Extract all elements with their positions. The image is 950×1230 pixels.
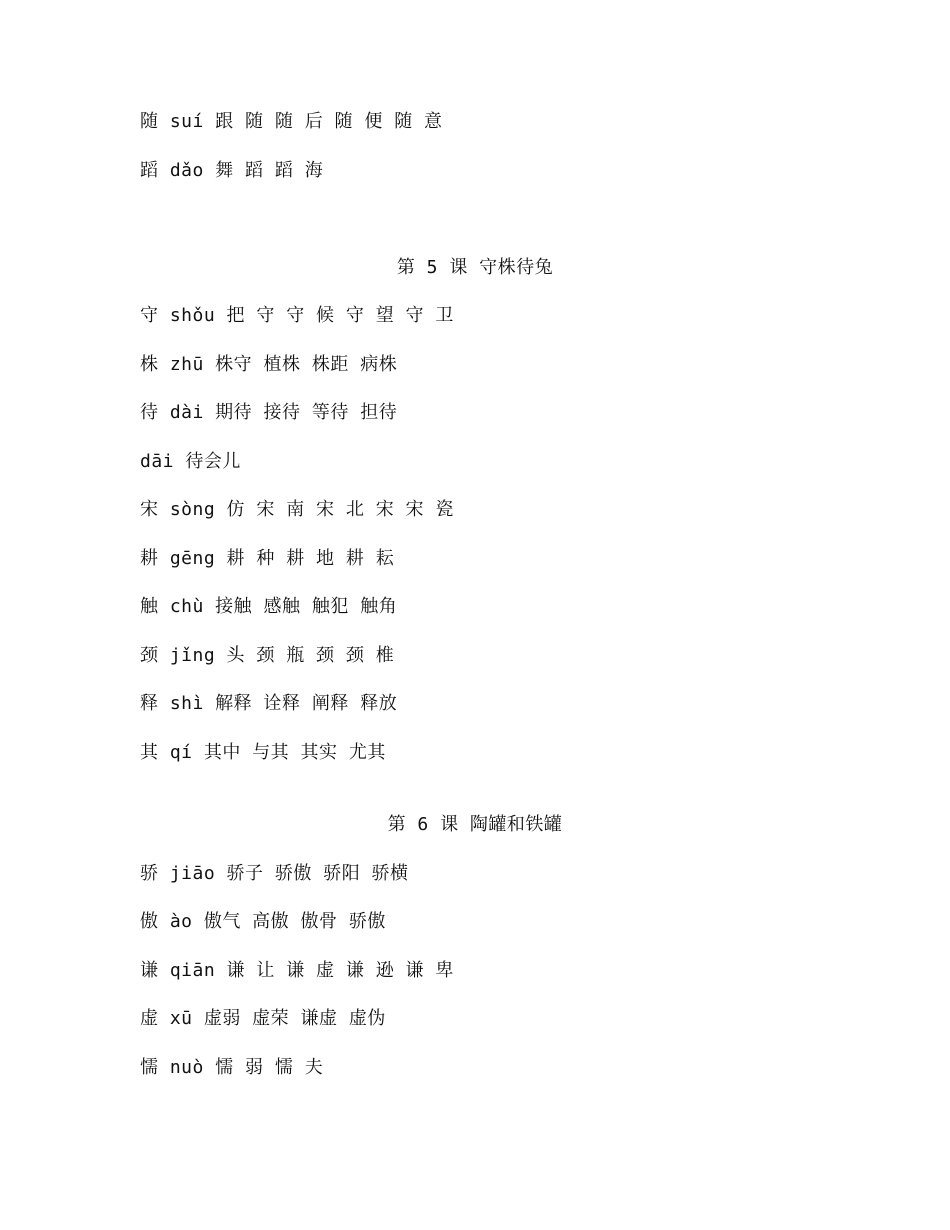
vocab-line: 虚 xū 虚弱 虚荣 谦虚 虚伪 (140, 1008, 386, 1029)
vocab-line: 触 chù 接触 感触 触犯 触角 (140, 596, 398, 617)
vocab-line: dāi 待会儿 (140, 451, 241, 472)
vocab-line: 株 zhū 株守 植株 株距 病株 (140, 354, 398, 375)
vocab-line: 懦 nuò 懦 弱 懦 夫 (140, 1057, 324, 1078)
vocab-line: 颈 jǐng 头 颈 瓶 颈 颈 椎 (140, 645, 395, 666)
lesson-heading: 第 6 课 陶罐和铁罐 (387, 814, 563, 835)
vocab-line: 骄 jiāo 骄子 骄傲 骄阳 骄横 (140, 863, 409, 884)
vocab-line: 其 qí 其中 与其 其实 尤其 (140, 742, 386, 763)
vocab-line: 宋 sòng 仿 宋 南 宋 北 宋 宋 瓷 (140, 499, 454, 520)
vocab-line: 谦 qiān 谦 让 谦 虚 谦 逊 谦 卑 (140, 960, 454, 981)
vocab-line: 释 shì 解释 诠释 阐释 释放 (140, 693, 398, 714)
vocab-line: 待 dài 期待 接待 等待 担待 (140, 402, 398, 423)
vocab-line: 蹈 dǎo 舞 蹈 蹈 海 (140, 160, 324, 181)
vocab-line: 守 shǒu 把 守 守 候 守 望 守 卫 (140, 305, 454, 326)
vocab-line: 随 suí 跟 随 随 后 随 便 随 意 (140, 111, 443, 132)
lesson-heading: 第 5 课 守株待兔 (396, 257, 554, 278)
vocab-line: 耕 gēng 耕 种 耕 地 耕 耘 (140, 548, 395, 569)
vocab-line: 傲 ào 傲气 高傲 傲骨 骄傲 (140, 911, 386, 932)
